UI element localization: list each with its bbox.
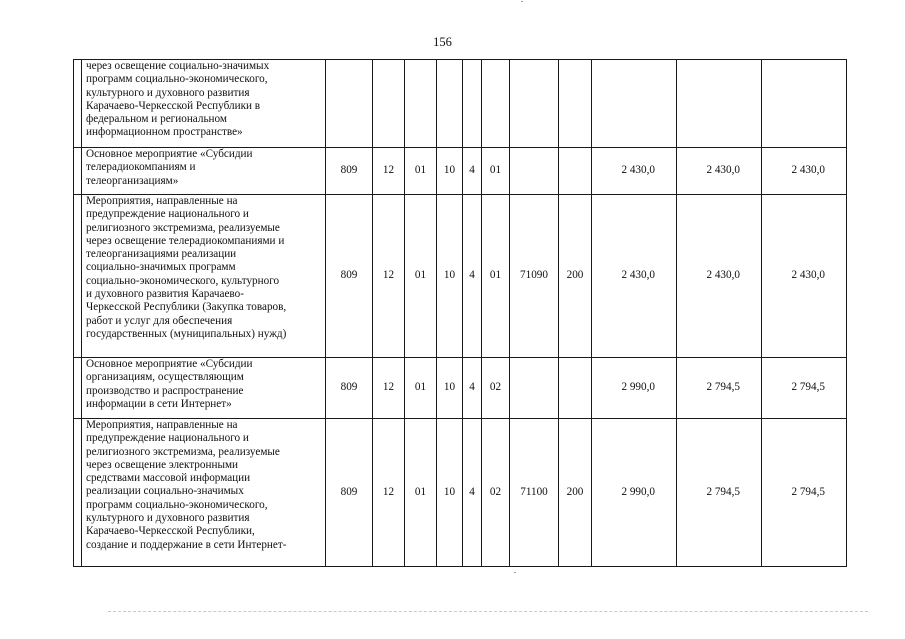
sum-cell: 2 990,0 [592, 358, 677, 419]
event-code-cell: 01 [482, 148, 510, 195]
sum-cell: 2 430,0 [592, 148, 677, 195]
direction-code-cell [510, 358, 559, 419]
direction-code-cell: 71090 [510, 195, 559, 358]
row-marker-cell [74, 60, 82, 148]
subprogram-code-cell: 4 [463, 358, 482, 419]
subprogram-code-cell: 4 [463, 419, 482, 567]
name-line: организациям, осуществляющим [86, 371, 244, 384]
event-code-cell [482, 60, 510, 148]
sum-cell: 2 430,0 [677, 148, 762, 195]
name-line: федеральном и региональном [86, 113, 228, 126]
table-row [74, 195, 847, 358]
subprogram-code-cell [463, 60, 482, 148]
section-code-cell: 12 [373, 195, 405, 358]
sum-cell [677, 60, 762, 148]
ministry-code-cell: 809 [326, 195, 373, 358]
subsection-code-cell: 01 [405, 148, 437, 195]
program-code-cell [437, 60, 463, 148]
name-cell [82, 60, 326, 148]
scan-speck [521, 1, 523, 2]
name-line: Мероприятия, направленные на [86, 419, 238, 431]
sum-cell [762, 60, 847, 148]
sum-cell: 2 430,0 [677, 195, 762, 358]
name-line: социально-экономического, культурного [86, 274, 280, 287]
scan-edge-line [108, 611, 868, 612]
sum-cell: 2 430,0 [762, 195, 847, 358]
name-cell [82, 148, 326, 195]
program-code-cell: 10 [437, 195, 463, 358]
name-line: программ социально-экономического, [86, 73, 268, 86]
section-code-cell [373, 60, 405, 148]
budget-table [73, 59, 847, 567]
name-line: Основное мероприятие «Субсидии [86, 358, 253, 370]
section-code-cell: 12 [373, 419, 405, 567]
expense-type-cell: 200 [559, 419, 592, 567]
sum-cell: 2 430,0 [762, 148, 847, 195]
table-row [74, 358, 847, 419]
name-line: культурного и духовного развития [86, 86, 250, 99]
name-line: телеорганизациям» [86, 174, 179, 187]
row-marker-cell [74, 148, 82, 195]
sum-cell: 2 430,0 [592, 195, 677, 358]
name-line: телеорганизациями реализации [86, 248, 237, 261]
sum-cell: 2 990,0 [592, 419, 677, 567]
sum-cell: 2 794,5 [762, 419, 847, 567]
name-line: реализации социально-значимых [86, 485, 244, 498]
name-line: средствами массовой информации [86, 472, 251, 485]
name-line: предупреждение национального и [86, 432, 249, 445]
program-code-cell: 10 [437, 148, 463, 195]
sum-cell: 2 794,5 [762, 358, 847, 419]
name-cell [82, 358, 326, 419]
subprogram-code-cell: 4 [463, 195, 482, 358]
subsection-code-cell [405, 60, 437, 148]
table-row [74, 419, 847, 567]
name-cell [82, 419, 326, 567]
name-line: и духовного развития Карачаево- [86, 288, 244, 301]
expense-type-cell [559, 358, 592, 419]
row-marker-cell [74, 195, 82, 358]
ministry-code-cell: 809 [326, 419, 373, 567]
name-cell [82, 195, 326, 358]
sum-cell: 2 794,5 [677, 358, 762, 419]
subprogram-code-cell: 4 [463, 148, 482, 195]
subsection-code-cell: 01 [405, 419, 437, 567]
page-number: 156 [433, 35, 452, 49]
name-line: предупреждение национального и [86, 208, 249, 221]
name-line: религиозного экстремизма, реализуемые [86, 221, 280, 234]
direction-code-cell: 71100 [510, 419, 559, 567]
name-line: социально-значимых программ [86, 261, 236, 274]
sum-cell [592, 60, 677, 148]
event-code-cell: 01 [482, 195, 510, 358]
name-line: работ и услуг для обеспечения [86, 314, 233, 327]
name-line: Черкесской Республики (Закупка товаров, [86, 301, 287, 314]
name-line: Основное мероприятие «Субсидии [86, 148, 253, 160]
section-code-cell: 12 [373, 148, 405, 195]
event-code-cell: 02 [482, 358, 510, 419]
ministry-code-cell: 809 [326, 148, 373, 195]
expense-type-cell: 200 [559, 195, 592, 358]
name-line: через освещение электронными [86, 458, 239, 471]
subsection-code-cell: 01 [405, 358, 437, 419]
name-line: создание и поддержание в сети Интернет- [86, 538, 287, 551]
ministry-code-cell [326, 60, 373, 148]
name-line: Мероприятия, направленные на [86, 195, 238, 207]
name-line: программ социально-экономического, [86, 498, 268, 511]
name-line: информации в сети Интернет» [86, 397, 232, 410]
name-line: телерадиокомпаниям и [86, 161, 196, 174]
event-code-cell: 02 [482, 419, 510, 567]
expense-type-cell [559, 148, 592, 195]
expense-type-cell [559, 60, 592, 148]
direction-code-cell [510, 60, 559, 148]
sum-cell: 2 794,5 [677, 419, 762, 567]
table-row [74, 148, 847, 195]
scan-speck [514, 572, 516, 573]
name-line: государственных (муниципальных) нужд) [86, 327, 287, 340]
name-line: через освещение телерадиокомпаниями и [86, 234, 285, 247]
name-line: религиозного экстремизма, реализуемые [86, 445, 280, 458]
section-code-cell: 12 [373, 358, 405, 419]
direction-code-cell [510, 148, 559, 195]
program-code-cell: 10 [437, 358, 463, 419]
name-line: производство и распространение [86, 384, 244, 397]
name-line: культурного и духовного развития [86, 512, 250, 525]
ministry-code-cell: 809 [326, 358, 373, 419]
name-line: Карачаево-Черкесской Республики, [86, 525, 255, 538]
subsection-code-cell: 01 [405, 195, 437, 358]
name-line: Карачаево-Черкесской Республики в [86, 99, 261, 112]
row-marker-cell [74, 419, 82, 567]
table-row [74, 60, 847, 148]
program-code-cell: 10 [437, 419, 463, 567]
name-line: информационном пространстве» [86, 126, 243, 139]
row-marker-cell [74, 358, 82, 419]
name-line: через освещение социально-значимых [86, 60, 270, 72]
